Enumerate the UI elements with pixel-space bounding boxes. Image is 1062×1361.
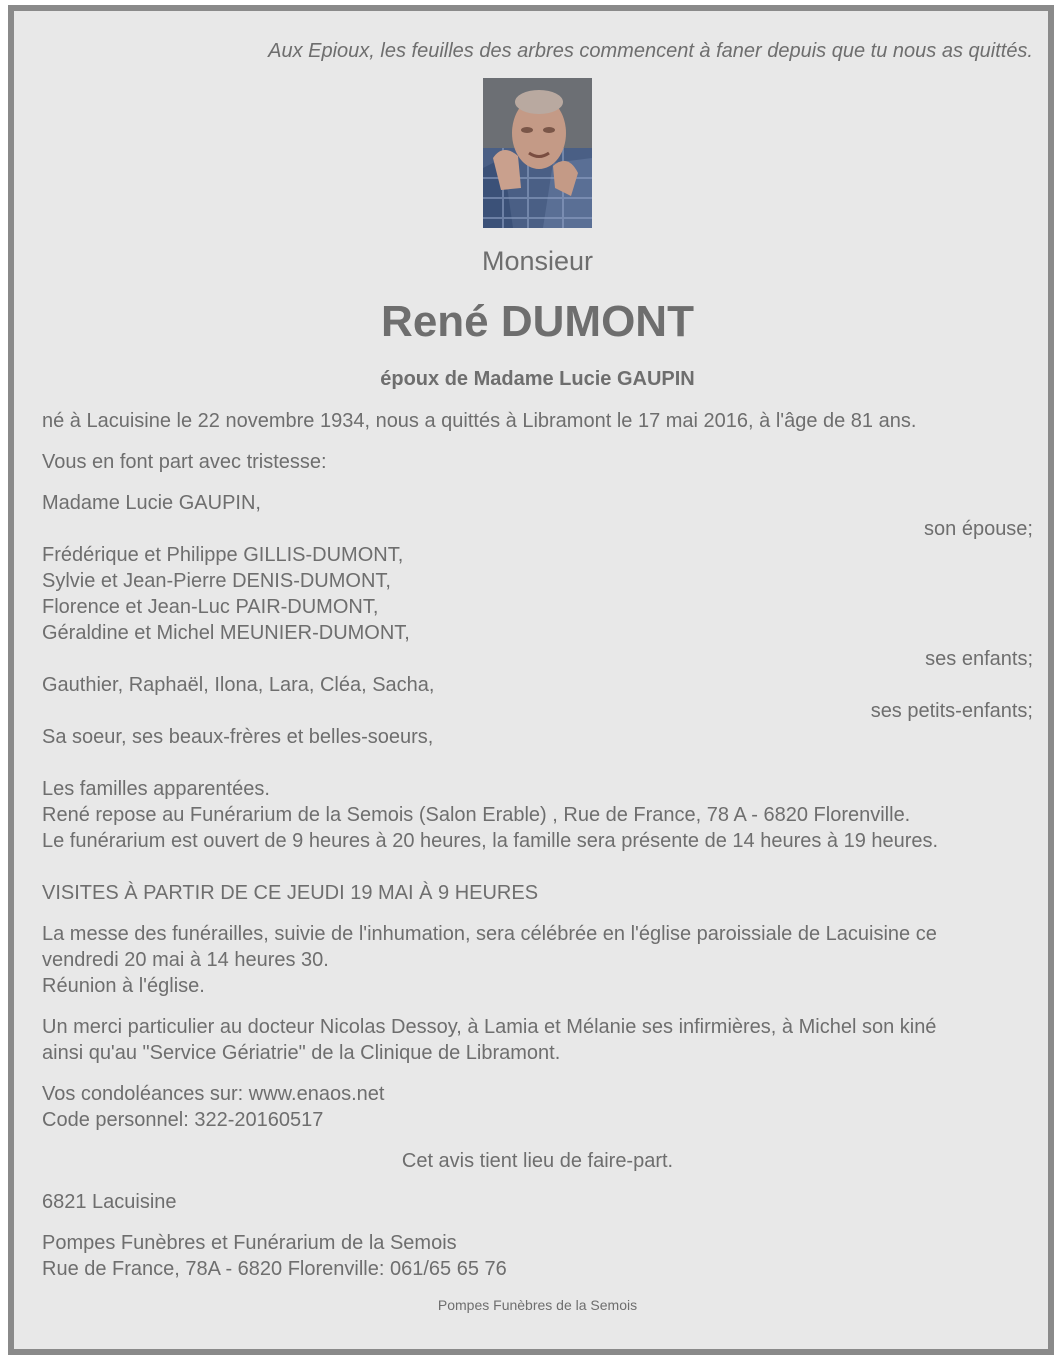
child-entry: Géraldine et Michel MEUNIER-DUMONT,	[42, 622, 410, 644]
children-role: ses enfants;	[925, 648, 1033, 670]
personal-code: Code personnel: 322-20160517	[42, 1109, 324, 1131]
spouse-line: époux de Madame Lucie GAUPIN	[380, 368, 695, 390]
birth-death-line: né à Lacuisine le 22 novembre 1934, nous a quittés à Libramont le 17 mai 2016, à l'âge de 81 ans.	[42, 410, 917, 432]
undertaker-name: Pompes Funèbres et Funérarium de la Semois	[42, 1232, 457, 1254]
undertaker-address: Rue de France, 78A - 6820 Florenville: 061/65 65 76	[42, 1258, 507, 1280]
mass-line: vendredi 20 mai à 14 heures 30.	[42, 949, 329, 971]
funerarium-line: René repose au Funérarium de la Semois (Salon Erable) , Rue de France, 78 A - 6820 Florenville.	[42, 804, 911, 826]
thanks-line: ainsi qu'au "Service Gériatrie" de la Clinique de Libramont.	[42, 1042, 561, 1064]
relatives-line: Les familles apparentées.	[42, 778, 270, 800]
honorific-title: Monsieur	[481, 246, 594, 276]
mass-line: La messe des funérailles, suivie de l'inhumation, sera célébrée en l'église paroissiale de Lacuisine ce	[42, 923, 937, 945]
deceased-name: René DUMONT	[381, 297, 694, 346]
grandchildren-names: Gauthier, Raphaël, Ilona, Lara, Cléa, Sacha,	[42, 674, 435, 696]
spouse-name: Madame Lucie GAUPIN,	[42, 492, 261, 514]
obituary-card	[8, 5, 1054, 1355]
grandchildren-role: ses petits-enfants;	[870, 700, 1033, 722]
thanks-line: Un merci particulier au docteur Nicolas Dessoy, à Lamia et Mélanie ses infirmières, à Michel son kiné	[42, 1016, 937, 1038]
condolences-website: Vos condoléances sur: www.enaos.net	[42, 1083, 385, 1105]
footer-credit: Pompes Funèbres de la Semois	[437, 1297, 638, 1313]
spouse-role: son épouse;	[924, 518, 1033, 540]
mass-line: Réunion à l'église.	[42, 975, 205, 997]
announcement-line: Vous en font part avec tristesse:	[42, 451, 327, 473]
child-entry: Frédérique et Philippe GILLIS-DUMONT,	[42, 544, 404, 566]
visits-line: VISITES À PARTIR DE CE JEUDI 19 MAI À 9 HEURES	[42, 882, 539, 904]
portrait-icon	[483, 78, 592, 228]
portrait-photo	[483, 78, 592, 228]
epitaph: Aux Epioux, les feuilles des arbres commencent à faner depuis que tu nous as quittés.	[268, 40, 1033, 62]
funerarium-hours-line: Le funérarium est ouvert de 9 heures à 20 heures, la famille sera présente de 14 heures à 19 heures.	[42, 830, 939, 852]
siblings-line: Sa soeur, ses beaux-frères et belles-soeurs,	[42, 726, 434, 748]
child-entry: Florence et Jean-Luc PAIR-DUMONT,	[42, 596, 379, 618]
notice-line: Cet avis tient lieu de faire-part.	[401, 1150, 674, 1172]
locality-line: 6821 Lacuisine	[42, 1191, 177, 1213]
child-entry: Sylvie et Jean-Pierre DENIS-DUMONT,	[42, 570, 391, 592]
